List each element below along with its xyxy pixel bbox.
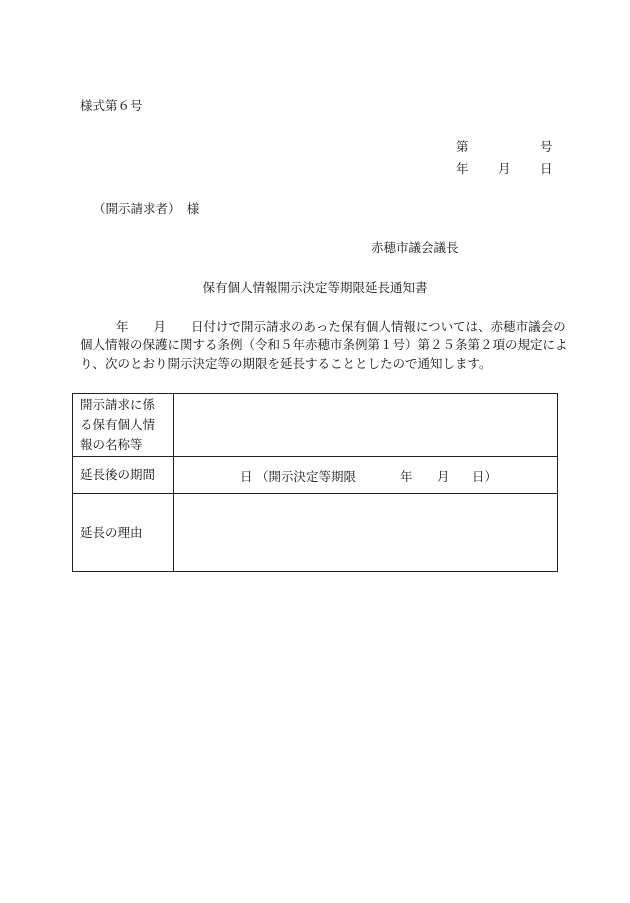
body-text <box>80 318 568 373</box>
document-number-suffix: 号 <box>540 139 553 154</box>
period-day-close: 日） <box>472 469 498 484</box>
period-days-unit: 日 <box>240 469 253 484</box>
sender-name: 赤穂市議会議長 <box>371 240 459 255</box>
row-value-info-name <box>174 394 558 457</box>
body-line: り、次のとおり開示決定等の期限を延長することとしたので通知します。 <box>80 355 492 371</box>
addressee: （開示請求者） 様 <box>93 201 200 216</box>
period-year: 年 <box>400 469 413 484</box>
row-value-extended-period <box>174 457 558 494</box>
document-date <box>456 159 552 177</box>
period-deadline-prefix: （開示決定等期限 <box>256 469 357 484</box>
body-line: 年 月 日付けで開示請求のあった保有個人情報については、赤穂市議会の <box>116 319 566 334</box>
table-row <box>73 494 558 572</box>
document-number-prefix: 第 <box>456 139 469 154</box>
date-year: 年 <box>456 161 469 176</box>
document-title: 保有個人情報開示決定等期限延長通知書 <box>202 280 428 295</box>
row-label-extended-period: 延長後の期間 <box>73 457 174 494</box>
table-row <box>73 394 558 457</box>
table-row <box>73 457 558 494</box>
body-line: 個人情報の保護に関する条例（令和５年赤穂市条例第１号）第２５条第２項の規定によ <box>80 337 568 353</box>
info-table <box>72 393 558 572</box>
date-day: 日 <box>540 161 553 176</box>
row-label-info-name: 開示請求に係る保有個人情報の名称等 <box>73 394 174 457</box>
document-number <box>456 137 552 155</box>
row-label-extension-reason: 延長の理由 <box>73 494 174 572</box>
row-value-extension-reason <box>174 494 558 572</box>
form-number: 様式第６号 <box>80 98 143 113</box>
date-month: 月 <box>498 161 511 176</box>
period-month: 月 <box>437 469 450 484</box>
